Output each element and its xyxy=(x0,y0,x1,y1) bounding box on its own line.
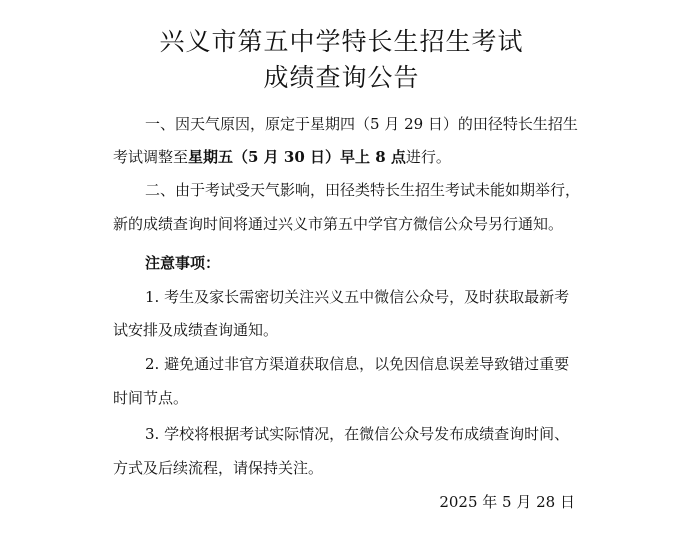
page-title: 兴义市第五中学特长生招生考试 xyxy=(159,27,524,56)
note2-line2: 时间节点。 xyxy=(113,389,189,407)
note3-line1: 3. 学校将根据考试实际情况，在微信公众号发布成绩查询时间、 xyxy=(145,425,570,443)
notes-heading: 注意事项： xyxy=(145,254,221,272)
para2-line2: 新的成绩查询时间将通过兴义市第五中学官方微信公众号另行通知。 xyxy=(113,215,564,233)
para1-bold-time: 星期五（5 月 30 日）早上 8 点 xyxy=(188,148,406,166)
para1-text-pre: 考试调整至 xyxy=(113,148,189,166)
para1-line2 xyxy=(113,147,583,167)
para2-line1: 二、由于考试受天气影响，田径类特长生招生考试未能如期举行， xyxy=(145,181,581,199)
para1-text-post: 进行。 xyxy=(405,148,451,166)
page-subtitle: 成绩查询公告 xyxy=(263,63,420,92)
note2-line1: 2. 避免通过非官方渠道获取信息，以免因信息误差导致错过重要 xyxy=(145,355,570,373)
note3-line2: 方式及后续流程，请保持关注。 xyxy=(113,459,324,477)
note1-line1: 1. 考生及家长需密切关注兴义五中微信公众号，及时获取最新考 xyxy=(145,288,570,306)
para1-line1: 一、因天气原因，原定于星期四（5 月 29 日）的田径特长生招生 xyxy=(145,115,578,133)
note1-line2: 试安排及成绩查询通知。 xyxy=(113,321,279,339)
announcement-date: 2025 年 5 月 28 日 xyxy=(439,493,575,511)
